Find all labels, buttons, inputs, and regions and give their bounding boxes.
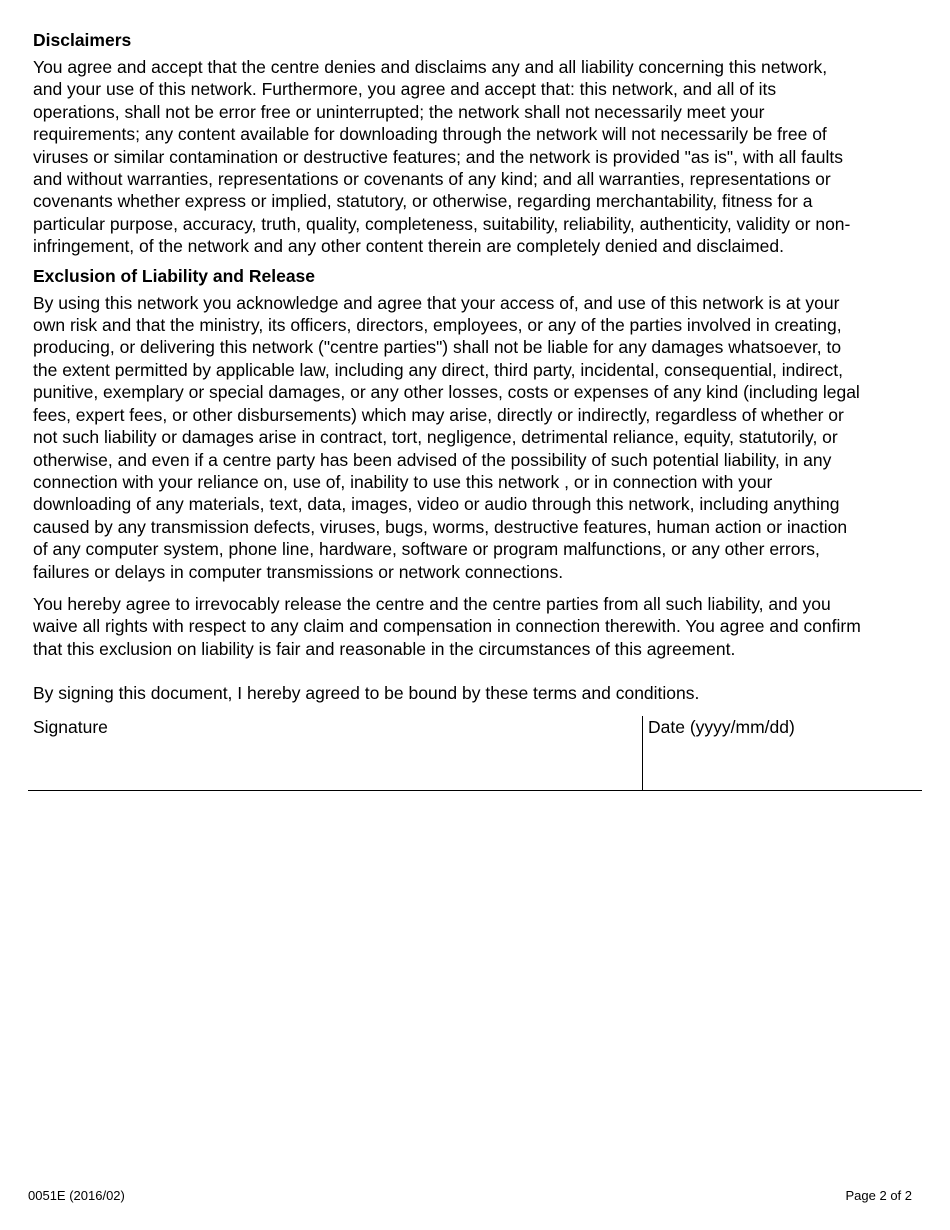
disclaimers-paragraph: You agree and accept that the centre denies and disclaims any and all liability concerning this network, and your use of this network. Furthermore, you agree and accept that: this network, and all of its operations, shall not be error free or uninterrupted; the network shall not necessarily meet your requirements; any content available for downloading through the network will not necessarily be free of viruses or similar contamination or destructive features; and the network is provided "as is", with all faults and without warranties, representations or covenants of any kind; and all warranties, representations or covenants whether express or implied, statutory, or otherwise, regarding merchantability, fitness for a particular purpose, accuracy, truth, quality, completeness, suitability, reliability, authenticity, validity or non- infringement, of the network and any other content therein are completely denied and disclaimed. (33, 57, 851, 257)
page-number: Page 2 of 2 (845, 1188, 912, 1203)
document-body (33, 28, 923, 705)
date-field[interactable] (642, 716, 922, 790)
exclusion-heading: Exclusion of Liability and Release (33, 265, 316, 286)
signature-label: Signature (33, 717, 108, 737)
signature-table (28, 716, 922, 791)
signature-field[interactable] (33, 716, 633, 790)
agreement-statement: By signing this document, I hereby agreed to be bound by these terms and conditions. (33, 683, 700, 704)
disclaimers-heading: Disclaimers (33, 30, 132, 50)
exclusion-paragraph: By using this network you acknowledge and agree that your access of, and use of this network is at your own risk and that the ministry, its officers, directors, employees, or any of the parties involved in creating, producing, or delivering this network ("centre parties") shall not be liable for any damages whatsoever, to the extent permitted by applicable law, including any direct, third party, incidental, consequential, indirect, punitive, exemplary or special damages, or any other losses, costs or expenses of any kind (including legal fees, expert fees, or other disbursements) which may arise, directly or indirectly, regardless of whether or not such liability or damages arise in contract, tort, negligence, detrimental reliance, equity, statutorily, or otherwise, and even if a centre party has been advised of the possibility of such potential liability, in any connection with your reliance on, use of, inability to use this network , or in connection with your downloading of any materials, text, data, images, video or audio through this network, including anything caused by any transmission defects, viruses, bugs, worms, destructive features, human action or inaction of any computer system, phone line, hardware, software or program malfunctions, or any other errors, failures or delays in computer transmissions or network connections. (33, 292, 860, 582)
release-paragraph: You hereby agree to irrevocably release the centre and the centre parties from all such liability, and you waive all rights with respect to any claim and compensation in connection therewith. You agree and confirm that this exclusion on liability is fair and reasonable in the circumstances of this agreement. (33, 593, 861, 659)
date-label: Date (yyyy/mm/dd) (648, 717, 795, 737)
form-code: 0051E (2016/02) (28, 1188, 125, 1203)
